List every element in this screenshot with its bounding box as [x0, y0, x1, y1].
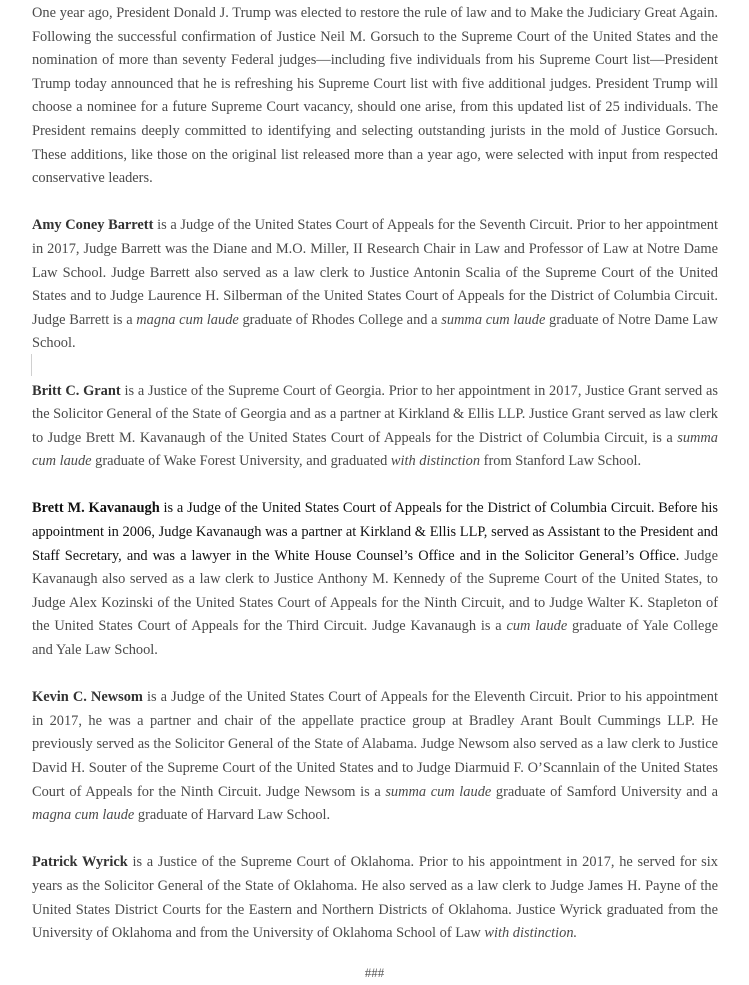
- nominee-name: Brett M. Kavanaugh: [32, 500, 160, 517]
- paragraph-text: graduate of Rhodes College and a: [238, 311, 442, 328]
- italic-honor: summa cum laude: [32, 429, 718, 470]
- nominee-paragraph-kavanaugh: [32, 497, 718, 662]
- paragraph-text: Judge Kavanaugh also served as a law clerk to Justice Anthony M. Kennedy of the Supreme Court of the United States, to Judge Alex Kozinski of the United States Court of Appeals for the Ninth Circuit, and to Judge Walter K. Stapleton of the United States Court of Appeals for the Third Circuit. Judge Kavanaugh is a: [32, 547, 718, 635]
- nominee-paragraph-barrett: [32, 214, 718, 356]
- paragraph-text: graduate of Samford University and a: [491, 783, 718, 800]
- intro-paragraph: [32, 2, 718, 191]
- intro-text: One year ago, President Donald J. Trump was elected to restore the rule of law and to Make the Judiciary Great Again. Following the successful confirmation of Justice Neil M. Gorsuch to the Supreme Court of the United States and the nomination of more than seventy Federal judges—including five individuals from his Supreme Court list—President Trump today announced that he is refreshing his Supreme Court list with five additional judges. President Trump will choose a nominee for a future Supreme Court vacancy, should one arise, from this updated list of 25 individuals. The President remains deeply committed to identifying and selecting outstanding jurists in the mold of Justice Gorsuch. These additions, like those on the original list released more than a year ago, were selected with input from respected conservative leaders.: [32, 5, 718, 187]
- paragraph-text: from Stanford Law School.: [480, 453, 642, 470]
- paragraph-text: is a Judge of the United States Court of Appeals for the District of Columbia Circuit. Before his appointment in 2006, Judge Kavanaugh was a partner at Kirkland & Ellis LLP, served as Assistant to the President and Staff Secretary, and was a lawyer in the White House Counsel’s Office and in the Solicitor General’s Office.: [32, 500, 718, 564]
- italic-honor: with distinction.: [484, 925, 578, 942]
- paragraph-text: graduate of Wake Forest University, and graduated: [91, 453, 391, 470]
- nominee-paragraph-grant: [32, 380, 718, 474]
- paragraph-text: is a Justice of the Supreme Court of Oklahoma. Prior to his appointment in 2017, he served for six years as the Solicitor General of the State of Oklahoma. He also served as a law clerk to Judge James H. Payne of the United States District Courts for the Eastern and Northern Districts of Oklahoma. Justice Wyrick graduated from the University of Oklahoma and from the University of Oklahoma School of Law: [32, 854, 718, 942]
- italic-honor: magna cum laude: [32, 807, 135, 824]
- nominee-name: Kevin C. Newsom: [32, 689, 143, 706]
- paragraph-text: is a Justice of the Supreme Court of Georgia. Prior to her appointment in 2017, Justice Grant served as the Solicitor General of the State of Georgia and as a partner at Kirkland & Ellis LLP. Justice Grant served as law clerk to Judge Brett M. Kavanaugh of the United States Court of Appeals for the District of Columbia Circuit, is a: [32, 382, 719, 446]
- italic-honor: summa cum laude: [385, 783, 492, 800]
- paragraph-text: graduate of Notre Dame Law School.: [32, 311, 719, 352]
- paragraph-text: is a Judge of the United States Court of Appeals for the Seventh Circuit. Prior to her appointment in 2017, Judge Barrett was the Diane and M.O. Miller, II Research Chair in Law and Professor of Law at Notre Dame Law School. Judge Barrett also served as a law clerk to Justice Antonin Scalia of the Supreme Court of the United States and to Judge Laurence H. Silberman of the United States Court of Appeals for the District of Columbia Circuit. Judge Barrett is a: [32, 217, 718, 328]
- italic-honor: with distinction: [390, 453, 481, 470]
- paragraph-text: graduate of Harvard Law School.: [134, 807, 331, 824]
- nominee-name: Britt C. Grant: [32, 382, 121, 399]
- italic-honor: summa cum laude: [441, 311, 546, 328]
- end-mark: ###: [364, 965, 385, 980]
- paragraph-text: is a Judge of the United States Court of Appeals for the Eleventh Circuit. Prior to his appointment in 2017, he was a partner and chair of the appellate practice group at Bradley Arant Boult Cummings LLP. He previously served as the Solicitor General of the State of Alabama. Judge Newsom also served as a law clerk to Justice David H. Souter of the Supreme Court of the United States and to Judge Diarmuid F. O’Scannlain of the United States Court of Appeals for the Ninth Circuit. Judge Newsom is a: [32, 689, 719, 800]
- margin-divider: [31, 354, 32, 376]
- document-body: [32, 2, 718, 946]
- nominee-paragraph-newsom: [32, 686, 718, 828]
- nominee-name: Patrick Wyrick: [32, 854, 128, 871]
- italic-honor: cum laude: [506, 618, 568, 635]
- nominee-paragraph-wyrick: [32, 851, 718, 945]
- nominee-name: Amy Coney Barrett: [32, 217, 154, 234]
- italic-honor: magna cum laude: [136, 311, 239, 328]
- paragraph-text: graduate of Yale College and Yale Law School.: [32, 618, 718, 659]
